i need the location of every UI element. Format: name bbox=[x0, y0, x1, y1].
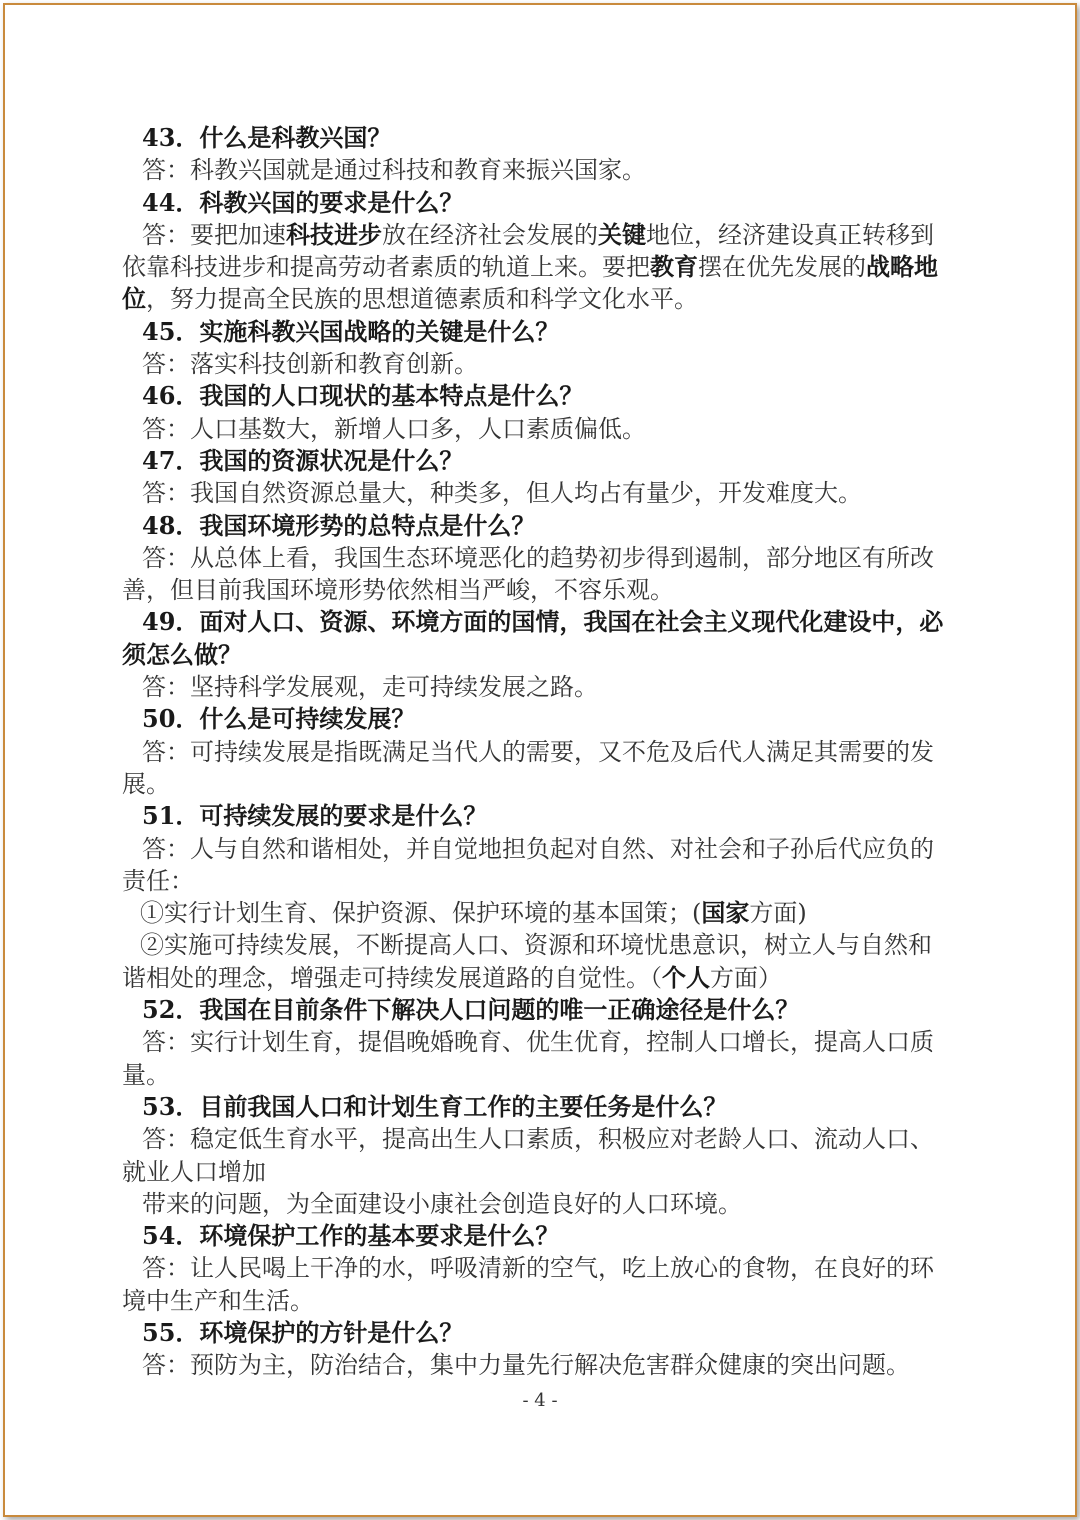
answer-46: 答：人口基数大，新增人口多，人口素质偏低。 bbox=[142, 414, 646, 443]
answer-44-line-2: 依靠科技进步和提高劳动者素质的轨道上来。要把教育摆在优先发展的战略地 bbox=[122, 252, 938, 282]
answer-53-line-2: 就业人口增加 bbox=[122, 1157, 266, 1186]
answer-53-line-1: 答：稳定低生育水平，提高出生人口素质，积极应对老龄人口、流动人口、 bbox=[142, 1125, 934, 1154]
answer-51-item-2-cont: 谐相处的理念，增强走可持续发展道路的自觉性。（个人方面） bbox=[122, 962, 782, 992]
question-44: 44．科教兴国的要求是什么？ bbox=[142, 187, 464, 217]
question-43: 43．什么是科教兴国？ bbox=[142, 123, 392, 152]
question-50: 50．什么是可持续发展？ bbox=[142, 704, 416, 734]
answer-49: 答：坚持科学发展观，走可持续发展之路。 bbox=[142, 673, 598, 702]
question-48: 48．我国环境形势的总特点是什么？ bbox=[142, 510, 536, 540]
answer-54-line-1: 答：让人民喝上干净的水，呼吸清新的空气，吃上放心的食物，在良好的环 bbox=[142, 1254, 934, 1283]
question-46: 46．我国的人口现状的基本特点是什么？ bbox=[142, 381, 584, 411]
answer-45: 答：落实科技创新和教育创新。 bbox=[142, 350, 478, 379]
answer-53-line-3: 带来的问题，为全面建设小康社会创造良好的人口环境。 bbox=[142, 1189, 742, 1218]
answer-55: 答：预防为主，防治结合，集中力量先行解决危害群众健康的突出问题。 bbox=[142, 1351, 910, 1380]
answer-50-line-2: 展。 bbox=[122, 769, 170, 798]
question-47: 47．我国的资源状况是什么？ bbox=[142, 445, 464, 475]
answer-50-line-1: 答：可持续发展是指既满足当代人的需要，又不危及后代人满足其需要的发 bbox=[142, 737, 934, 766]
answer-47: 答：我国自然资源总量大，种类多，但人均占有量少，开发难度大。 bbox=[142, 479, 862, 508]
document-body bbox=[122, 122, 958, 1382]
answer-51-item-1: ①实行计划生育、保护资源、保护环境的基本国策；(国家方面) bbox=[140, 898, 807, 928]
question-51: 51．可持续发展的要求是什么？ bbox=[142, 801, 488, 831]
answer-51-item-2: ②实施可持续发展，不断提高人口、资源和环境忧患意识，树立人与自然和 bbox=[140, 931, 932, 960]
answer-44-line-3: 位，努力提高全民族的思想道德素质和科学文化水平。 bbox=[122, 284, 698, 314]
question-52: 52．我国在目前条件下解决人口问题的唯一正确途径是什么？ bbox=[142, 995, 800, 1025]
answer-43: 答：科教兴国就是通过科技和教育来振兴国家。 bbox=[142, 156, 646, 185]
answer-44-line-1: 答：要把加速科技进步放在经济社会发展的关键地位，经济建设真正转移到 bbox=[142, 219, 934, 249]
answer-48-line-2: 善，但目前我国环境形势依然相当严峻，不容乐观。 bbox=[122, 576, 674, 605]
answer-51-line-1: 答：人与自然和谐相处，并自觉地担负起对自然、对社会和子孙后代应负的 bbox=[142, 834, 934, 863]
question-49-line-2: 须怎么做？ bbox=[122, 639, 242, 669]
question-53: 53．目前我国人口和计划生育工作的主要任务是什么？ bbox=[142, 1091, 728, 1121]
answer-48-line-1: 答：从总体上看，我国生态环境恶化的趋势初步得到遏制，部分地区有所改 bbox=[142, 543, 934, 572]
question-45: 45．实施科教兴国战略的关键是什么？ bbox=[142, 316, 560, 346]
answer-52-line-1: 答：实行计划生育，提倡晚婚晚育、优生优育，控制人口增长，提高人口质 bbox=[142, 1028, 934, 1057]
page-number: - 4 - bbox=[522, 1390, 558, 1411]
question-54: 54．环境保护工作的基本要求是什么？ bbox=[142, 1221, 560, 1251]
question-55: 55．环境保护的方针是什么？ bbox=[142, 1317, 464, 1347]
answer-51-line-2: 责任： bbox=[122, 866, 194, 895]
answer-52-line-2: 量。 bbox=[122, 1060, 170, 1089]
answer-54-line-2: 境中生产和生活。 bbox=[122, 1286, 314, 1315]
question-49-line-1: 49．面对人口、资源、环境方面的国情，我国在社会主义现代化建设中，必 bbox=[142, 607, 944, 637]
